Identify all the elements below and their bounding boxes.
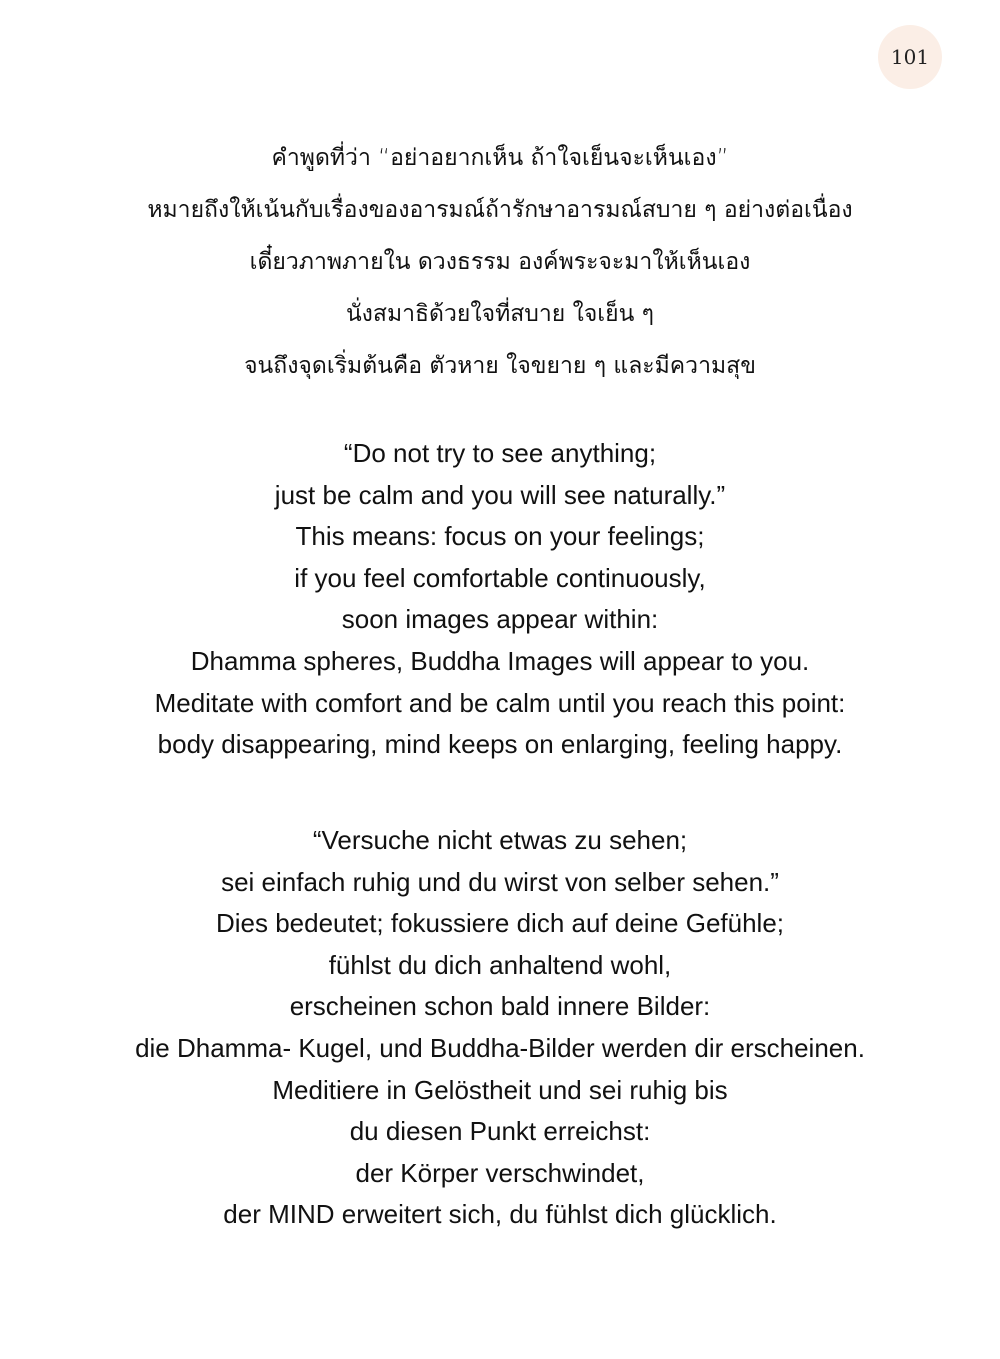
german-line: der Körper verschwindet, — [355, 1157, 645, 1188]
german-line: die Dhamma- Kugel, und Buddha-Bilder werden dir erscheinen. — [135, 1032, 865, 1063]
english-line: This means: focus on your feelings; — [295, 521, 705, 552]
english-line: body disappearing, mind keeps on enlarging, feeling happy. — [157, 729, 843, 760]
english-line: Meditate with comfort and be calm until you reach this point: — [154, 687, 846, 718]
german-line: der MIND erweitert sich, du fühlst dich glücklich. — [223, 1199, 777, 1230]
german-line: fühlst du dich anhaltend wohl, — [328, 949, 672, 980]
german-line: du diesen Punkt erreichst: — [349, 1116, 651, 1147]
thai-line: คำพูดที่ว่า “อย่าอยากเห็น ถ้าใจเย็นจะเห็นเอง” — [271, 145, 729, 171]
german-line: sei einfach ruhig und du wirst von selber sehen.” — [221, 866, 779, 897]
english-line: if you feel comfortable continuously, — [294, 562, 706, 593]
thai-line: จนถึงจุดเริ่มต้นคือ ตัวหาย ใจขยาย ๆ และมีความสุข — [244, 353, 756, 379]
page-number: 101 — [890, 45, 930, 69]
thai-line: หมายถึงให้เน้นกับเรื่องของอารมณ์ถ้ารักษาอารมณ์สบาย ๆ อย่างต่อเนื่อง — [147, 197, 853, 223]
english-line: just be calm and you will see naturally.” — [274, 479, 726, 510]
german-paragraph — [0, 820, 1000, 1236]
german-line: “Versuche nicht etwas zu sehen; — [312, 825, 688, 855]
thai-paragraph — [0, 132, 1000, 392]
thai-line: นั่งสมาธิด้วยใจที่สบาย ใจเย็น ๆ — [345, 301, 655, 327]
english-line: soon images appear within: — [341, 604, 659, 635]
english-paragraph — [0, 433, 1000, 766]
thai-line: เดี๋ยวภาพภายใน ดวงธรรม องค์พระจะมาให้เห็นเอง — [249, 249, 751, 275]
german-line: Meditiere in Gelöstheit und sei ruhig bis — [272, 1074, 728, 1105]
page-number-badge — [878, 25, 942, 89]
german-line: erscheinen schon bald innere Bilder: — [289, 991, 711, 1022]
english-line: Dhamma spheres, Buddha Images will appear to you. — [190, 645, 810, 676]
english-line: “Do not try to see anything; — [343, 438, 657, 468]
german-line: Dies bedeutet; fokussiere dich auf deine Gefühle; — [215, 908, 785, 939]
